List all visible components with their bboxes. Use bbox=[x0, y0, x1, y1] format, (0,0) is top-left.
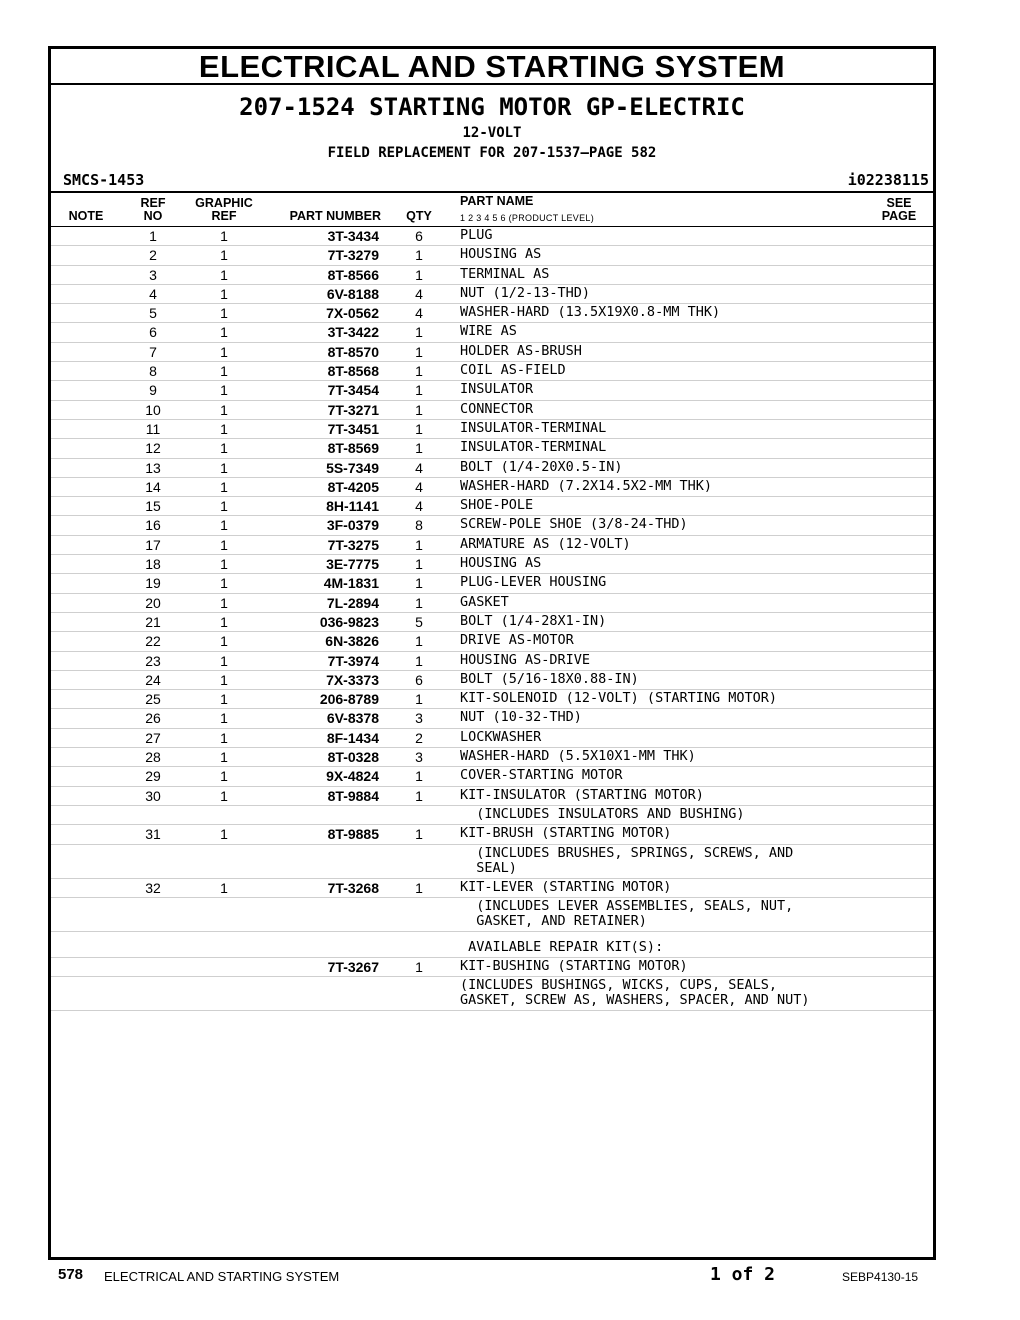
table-row bbox=[51, 246, 933, 265]
table-row bbox=[51, 420, 933, 439]
qty: 1 bbox=[415, 787, 423, 804]
part-number: 7X-0562 bbox=[326, 305, 379, 322]
qty: 4 bbox=[415, 498, 423, 515]
table-row bbox=[51, 516, 933, 535]
ref-no: 4 bbox=[149, 285, 157, 302]
part-number: 3F-0379 bbox=[326, 517, 379, 534]
part-number: 8T-0328 bbox=[327, 749, 379, 766]
ref-no: 5 bbox=[149, 305, 157, 322]
table-row bbox=[51, 806, 933, 825]
part-number: 8H-1141 bbox=[326, 498, 379, 515]
ref-no: 25 bbox=[145, 691, 161, 708]
qty: 1 bbox=[415, 440, 423, 457]
part-name: PLUG bbox=[460, 227, 493, 243]
qty: 3 bbox=[415, 749, 423, 766]
part-name: INSULATOR-TERMINAL bbox=[460, 419, 607, 436]
graphic-ref: 1 bbox=[220, 729, 228, 746]
table-row bbox=[51, 227, 933, 246]
table-row bbox=[51, 632, 933, 651]
footer-page-number: 578 bbox=[58, 1266, 84, 1283]
part-name: KIT-BRUSH (STARTING MOTOR) bbox=[460, 825, 672, 842]
col-ref-line2: NO bbox=[143, 209, 163, 223]
ref-no: 1 bbox=[149, 228, 157, 244]
part-number: 7X-3373 bbox=[326, 671, 379, 688]
ref-no: 16 bbox=[145, 517, 161, 534]
graphic-ref: 1 bbox=[220, 440, 228, 457]
part-number: 7T-3267 bbox=[327, 958, 379, 975]
ref-no: 13 bbox=[145, 459, 161, 476]
table-row bbox=[51, 898, 933, 932]
part-name: CONNECTOR bbox=[460, 400, 534, 417]
part-name: (INCLUDES BRUSHES, SPRINGS, SCREWS, AND SEAL) bbox=[476, 844, 794, 876]
part-name: SHOE-POLE bbox=[460, 497, 534, 514]
graphic-ref: 1 bbox=[220, 613, 228, 630]
ref-no: 27 bbox=[145, 729, 161, 746]
ref-no: 3 bbox=[149, 266, 157, 283]
ref-no: 28 bbox=[145, 749, 161, 766]
graphic-ref: 1 bbox=[220, 633, 228, 650]
table-row bbox=[51, 574, 933, 593]
document-id: i02238115 bbox=[847, 171, 929, 189]
ref-no: 29 bbox=[145, 768, 161, 785]
graphic-ref: 1 bbox=[220, 459, 228, 476]
ref-no: 2 bbox=[149, 247, 157, 264]
footer-doc-number: SEBP4130-15 bbox=[842, 1270, 919, 1284]
qty: 1 bbox=[415, 382, 423, 399]
table-row bbox=[51, 787, 933, 806]
table-row bbox=[51, 825, 933, 844]
qty: 1 bbox=[415, 420, 423, 437]
qty: 1 bbox=[415, 343, 423, 360]
graphic-ref: 1 bbox=[220, 594, 228, 611]
ref-no: 19 bbox=[145, 575, 161, 592]
part-number: 3T-3422 bbox=[327, 324, 379, 341]
table-row bbox=[51, 536, 933, 555]
qty: 3 bbox=[415, 710, 423, 727]
part-name: HOUSING AS bbox=[460, 246, 542, 263]
ref-no: 17 bbox=[145, 536, 161, 553]
footer-page-of: 1 of 2 bbox=[710, 1264, 776, 1285]
part-name: COIL AS-FIELD bbox=[460, 362, 566, 379]
part-name: HOLDER AS-BRUSH bbox=[460, 342, 582, 359]
part-name: BOLT (1/4-20X0.5-IN) bbox=[460, 458, 623, 475]
product-level-legend: 1 2 3 4 5 6 (PRODUCT LEVEL) bbox=[460, 213, 594, 223]
qty: 4 bbox=[415, 459, 423, 476]
part-name: BOLT (5/16-18X0.88-IN) bbox=[460, 670, 639, 687]
table-row bbox=[51, 478, 933, 497]
part-name: AVAILABLE REPAIR KIT(S): bbox=[460, 938, 664, 955]
graphic-ref: 1 bbox=[220, 228, 228, 244]
table-row bbox=[51, 729, 933, 748]
qty: 6 bbox=[415, 671, 423, 688]
qty: 6 bbox=[415, 228, 423, 244]
table-row bbox=[51, 977, 933, 1011]
graphic-ref: 1 bbox=[220, 768, 228, 785]
graphic-ref: 1 bbox=[220, 266, 228, 283]
col-graphic bbox=[191, 197, 257, 223]
part-name: WASHER-HARD (13.5X19X0.8-MM THK) bbox=[460, 304, 721, 321]
ref-no: 24 bbox=[145, 671, 161, 688]
col-part-name: PART NAME bbox=[460, 194, 534, 208]
graphic-ref: 1 bbox=[220, 671, 228, 688]
part-number: 6N-3826 bbox=[325, 633, 379, 650]
graphic-ref: 1 bbox=[220, 556, 228, 573]
part-number: 7L-2894 bbox=[326, 594, 379, 611]
qty: 1 bbox=[415, 633, 423, 650]
part-number: 8T-8566 bbox=[327, 266, 379, 283]
ref-no: 18 bbox=[145, 556, 161, 573]
graphic-ref: 1 bbox=[220, 343, 228, 360]
table-row bbox=[51, 671, 933, 690]
part-number: 8T-4205 bbox=[327, 478, 379, 495]
graphic-ref: 1 bbox=[220, 787, 228, 804]
qty: 1 bbox=[415, 536, 423, 553]
qty: 1 bbox=[415, 958, 423, 975]
part-name: INSULATOR bbox=[460, 381, 534, 398]
qty: 1 bbox=[415, 363, 423, 380]
table-row bbox=[51, 594, 933, 613]
part-name: BOLT (1/4-28X1-IN) bbox=[460, 612, 607, 629]
part-number: 7T-3279 bbox=[327, 247, 379, 264]
col-ref-line1: REF bbox=[140, 196, 166, 210]
ref-no: 15 bbox=[145, 498, 161, 515]
part-number: 8T-8568 bbox=[327, 363, 379, 380]
qty: 1 bbox=[415, 768, 423, 785]
part-number: 5S-7349 bbox=[326, 459, 379, 476]
part-number: 7T-3974 bbox=[327, 652, 379, 669]
part-name: ARMATURE AS (12-VOLT) bbox=[460, 535, 631, 552]
graphic-ref: 1 bbox=[220, 305, 228, 322]
col-see-line2: PAGE bbox=[881, 209, 917, 223]
part-number: 7T-3271 bbox=[327, 401, 379, 418]
part-name: COVER-STARTING MOTOR bbox=[460, 767, 623, 784]
qty: 1 bbox=[415, 247, 423, 264]
table-row bbox=[51, 439, 933, 458]
ref-no: 12 bbox=[145, 440, 161, 457]
group-title: 207-1524 STARTING MOTOR GP-ELECTRIC bbox=[239, 93, 745, 121]
col-ref bbox=[131, 197, 175, 223]
table-row bbox=[51, 343, 933, 362]
table-row bbox=[51, 709, 933, 728]
graphic-ref: 1 bbox=[220, 691, 228, 708]
part-number: 4M-1831 bbox=[323, 575, 379, 592]
graphic-ref: 1 bbox=[220, 478, 228, 495]
qty: 1 bbox=[415, 324, 423, 341]
table-row bbox=[51, 304, 933, 323]
qty: 4 bbox=[415, 478, 423, 495]
qty: 5 bbox=[415, 613, 423, 630]
ref-no: 7 bbox=[149, 343, 157, 360]
part-name: WASHER-HARD (5.5X10X1-MM THK) bbox=[460, 748, 696, 765]
ref-no: 26 bbox=[145, 710, 161, 727]
part-name: WASHER-HARD (7.2X14.5X2-MM THK) bbox=[460, 477, 712, 494]
graphic-ref: 1 bbox=[220, 324, 228, 341]
qty: 1 bbox=[415, 594, 423, 611]
graphic-ref: 1 bbox=[220, 247, 228, 264]
table-row bbox=[51, 497, 933, 516]
table-row bbox=[51, 555, 933, 574]
header-rule bbox=[51, 191, 933, 193]
table-row bbox=[51, 845, 933, 879]
part-number: 8T-9885 bbox=[327, 826, 379, 843]
graphic-ref: 1 bbox=[220, 652, 228, 669]
ref-no: 9 bbox=[149, 382, 157, 399]
parts-table bbox=[51, 227, 933, 1011]
table-row bbox=[51, 932, 933, 958]
part-number: 8T-8570 bbox=[327, 343, 379, 360]
part-name: PLUG-LEVER HOUSING bbox=[460, 574, 607, 591]
footer-section: ELECTRICAL AND STARTING SYSTEM bbox=[104, 1269, 340, 1284]
ref-no: 32 bbox=[145, 879, 161, 896]
part-number: 6V-8188 bbox=[326, 285, 379, 302]
table-row bbox=[51, 323, 933, 342]
table-row bbox=[51, 748, 933, 767]
table-row bbox=[51, 362, 933, 381]
part-name: DRIVE AS-MOTOR bbox=[460, 632, 574, 649]
graphic-ref: 1 bbox=[220, 536, 228, 553]
part-name: LOCKWASHER bbox=[460, 728, 542, 745]
qty: 1 bbox=[415, 691, 423, 708]
ref-no: 21 bbox=[145, 613, 161, 630]
col-part-number: PART NUMBER bbox=[289, 209, 381, 223]
qty: 1 bbox=[415, 266, 423, 283]
part-number: 206-8789 bbox=[319, 691, 379, 708]
graphic-ref: 1 bbox=[220, 401, 228, 418]
part-name: GASKET bbox=[460, 593, 509, 610]
col-qty: QTY bbox=[406, 209, 432, 223]
part-name: HOUSING AS bbox=[460, 555, 542, 572]
col-see-line1: SEE bbox=[886, 196, 912, 210]
table-row bbox=[51, 879, 933, 898]
smcs-code: SMCS-1453 bbox=[63, 171, 145, 189]
part-number: 8T-8569 bbox=[327, 440, 379, 457]
graphic-ref: 1 bbox=[220, 285, 228, 302]
graphic-ref: 1 bbox=[220, 879, 228, 896]
part-name: KIT-SOLENOID (12-VOLT) (STARTING MOTOR) bbox=[460, 690, 777, 707]
part-number: 7T-3454 bbox=[327, 382, 379, 399]
part-number: 7T-3451 bbox=[327, 420, 379, 437]
part-number: 8F-1434 bbox=[326, 729, 379, 746]
part-name: HOUSING AS-DRIVE bbox=[460, 651, 591, 668]
ref-no: 14 bbox=[145, 478, 161, 495]
graphic-ref: 1 bbox=[220, 826, 228, 843]
graphic-ref: 1 bbox=[220, 710, 228, 727]
qty: 1 bbox=[415, 401, 423, 418]
part-number: 7T-3268 bbox=[327, 879, 379, 896]
col-see-page bbox=[871, 197, 927, 223]
qty: 1 bbox=[415, 556, 423, 573]
part-name: (INCLUDES INSULATORS AND BUSHING) bbox=[460, 805, 745, 822]
graphic-ref: 1 bbox=[220, 517, 228, 534]
part-name: NUT (1/2-13-THD) bbox=[460, 284, 591, 301]
graphic-ref: 1 bbox=[220, 575, 228, 592]
part-number: 3T-3434 bbox=[327, 228, 379, 244]
subtitle-replacement: FIELD REPLACEMENT FOR 207-1537—PAGE 582 bbox=[327, 145, 657, 161]
table-row bbox=[51, 958, 933, 977]
qty: 1 bbox=[415, 826, 423, 843]
part-number: 9X-4824 bbox=[326, 768, 379, 785]
col-graphic-line2: REF bbox=[211, 209, 237, 223]
ref-no: 8 bbox=[149, 363, 157, 380]
ref-no: 6 bbox=[149, 324, 157, 341]
qty: 1 bbox=[415, 652, 423, 669]
table-row bbox=[51, 381, 933, 400]
qty: 4 bbox=[415, 285, 423, 302]
part-name: TERMINAL AS bbox=[460, 265, 550, 282]
graphic-ref: 1 bbox=[220, 420, 228, 437]
part-name: NUT (10-32-THD) bbox=[460, 709, 582, 726]
qty: 1 bbox=[415, 879, 423, 896]
graphic-ref: 1 bbox=[220, 498, 228, 515]
table-row bbox=[51, 613, 933, 632]
part-number: 7T-3275 bbox=[327, 536, 379, 553]
col-note: NOTE bbox=[68, 209, 104, 223]
ref-no: 22 bbox=[145, 633, 161, 650]
part-name: KIT-LEVER (STARTING MOTOR) bbox=[460, 878, 672, 895]
part-name: KIT-BUSHING (STARTING MOTOR) bbox=[460, 957, 688, 974]
part-name: WIRE AS bbox=[460, 323, 517, 340]
table-row bbox=[51, 266, 933, 285]
part-name: INSULATOR-TERMINAL bbox=[460, 439, 607, 456]
ref-no: 20 bbox=[145, 594, 161, 611]
table-row bbox=[51, 767, 933, 786]
section-title: ELECTRICAL AND STARTING SYSTEM bbox=[51, 49, 933, 85]
qty: 4 bbox=[415, 305, 423, 322]
ref-no: 23 bbox=[145, 652, 161, 669]
part-number: 3E-7775 bbox=[326, 556, 379, 573]
table-row bbox=[51, 285, 933, 304]
part-name: SCREW-POLE SHOE (3/8-24-THD) bbox=[460, 516, 688, 533]
qty: 1 bbox=[415, 575, 423, 592]
table-row bbox=[51, 652, 933, 671]
subtitle-voltage: 12-VOLT bbox=[462, 125, 522, 141]
graphic-ref: 1 bbox=[220, 382, 228, 399]
part-number: 036-9823 bbox=[319, 613, 379, 630]
table-row bbox=[51, 401, 933, 420]
col-graphic-line1: GRAPHIC bbox=[195, 196, 253, 210]
part-number: 8T-9884 bbox=[327, 787, 379, 804]
graphic-ref: 1 bbox=[220, 363, 228, 380]
part-name: KIT-INSULATOR (STARTING MOTOR) bbox=[460, 786, 704, 803]
table-row bbox=[51, 459, 933, 478]
graphic-ref: 1 bbox=[220, 749, 228, 766]
page-frame bbox=[48, 46, 936, 1260]
table-row bbox=[51, 690, 933, 709]
part-name: (INCLUDES BUSHINGS, WICKS, CUPS, SEALS, GASKET, SCREW AS, WASHERS, SPACER, AND NUT) bbox=[460, 977, 810, 1009]
ref-no: 30 bbox=[145, 787, 161, 804]
ref-no: 10 bbox=[145, 401, 161, 418]
part-number: 6V-8378 bbox=[326, 710, 379, 727]
qty: 2 bbox=[415, 729, 423, 746]
ref-no: 11 bbox=[145, 420, 161, 437]
ref-no: 31 bbox=[145, 826, 161, 843]
qty: 8 bbox=[415, 517, 423, 534]
part-name: (INCLUDES LEVER ASSEMBLIES, SEALS, NUT, GASKET, AND RETAINER) bbox=[476, 897, 794, 929]
